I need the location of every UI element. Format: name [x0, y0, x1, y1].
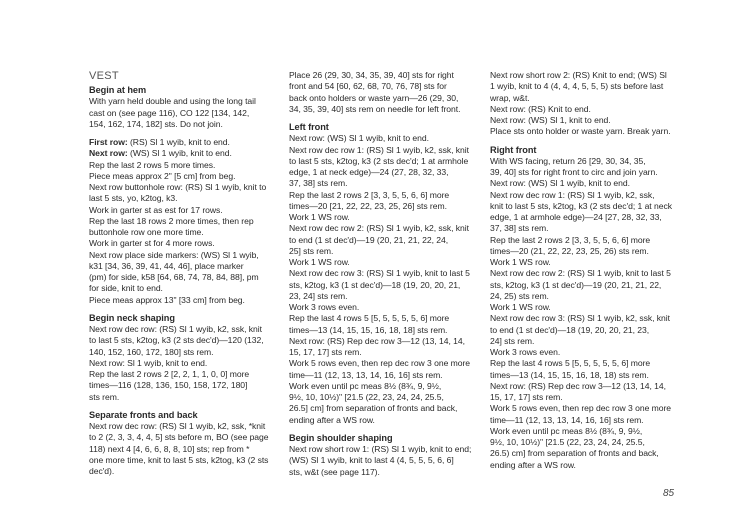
text-line: Work even until pc meas 8½ (8¾, 9, 9½,	[289, 380, 442, 391]
text-line: 26.5) cm] from separation of fronts and back,	[490, 448, 659, 459]
text-line: Rep the last 2 rows 2 [3, 3, 5, 5, 6, 6] more	[289, 189, 450, 200]
text-line: Next row place side markers: (WS) Sl 1 wyib,	[89, 249, 259, 260]
text-line: 37, 38] sts rem.	[289, 178, 348, 189]
text-line: time—11 (12, 13, 13, 14, 16, 16] sts rem.	[289, 369, 443, 380]
text-line: sts, k2tog, k3 (1 st dec'd)—19 (20, 21, 21, 22,	[490, 279, 662, 290]
text-line: 39, 40] sts for right front to circ and join yarn.	[490, 167, 658, 177]
heading-begin-at-hem: Begin at hem	[89, 85, 147, 95]
text-line: Work 3 rows even.	[289, 302, 360, 312]
text-line: 26.5] cm] from separation of fronts and back,	[289, 403, 458, 414]
text-line: cast on (see page 116), CO 122 [134, 142,	[89, 107, 250, 118]
heading-shoulder-shaping: Begin shoulder shaping	[289, 432, 393, 443]
text-line: 34, 35, 39, 40] sts rem on needle for left front.	[289, 103, 461, 114]
text-line: times—20 (21, 22, 22, 23, 25, 26) sts rem.	[490, 245, 649, 256]
text-line: Next row dec row: (RS) Sl 1 wyib, k2, ssk, knit	[89, 324, 262, 334]
text-line: 24] sts rem.	[490, 335, 535, 346]
short-row-paragraph	[490, 70, 676, 138]
text-line: to last 5 sts, k2tog, k3 (2 sts dec'd)—120 (132,	[89, 335, 264, 346]
text-line: 140, 152, 160, 172, 180] sts rem.	[89, 346, 214, 357]
text-line: dec'd).	[89, 466, 115, 476]
text-line: to last 5 sts, k2tog, k3 (2 sts dec'd; 1 at armhole	[289, 155, 469, 166]
text-line: time—11 (12, 13, 13, 14, 16, 16] sts rem.	[490, 414, 644, 425]
text-line: 15, 17, 17] sts rem.	[490, 392, 563, 402]
text-line: for side, knit to end.	[89, 283, 163, 294]
text-line: wrap, w&t.	[490, 92, 530, 103]
text-line: ending after a WS row.	[490, 459, 576, 470]
text-line: (WS) Sl 1 wyib, knit to last 4 (4, 5, 5, 5, 6, 6]	[289, 455, 454, 466]
text-line: Rep the last 4 rows 5 [5, 5, 5, 5, 5, 6] more	[490, 358, 651, 369]
text-line: Work 1 WS row.	[490, 302, 551, 312]
text-line: 9½, 10, 10½)" [21.5 (22, 23, 24, 24, 25.5,	[490, 437, 645, 447]
text-line: Place 26 (29, 30, 34, 35, 39, 40] sts for right	[289, 70, 454, 80]
text-line: Work 1 WS row.	[289, 212, 350, 222]
heading-left-front: Left front	[289, 122, 329, 132]
text-line: Next row: (RS) Rep dec row 3—12 (13, 14, 14,	[490, 380, 666, 391]
text-line: buttonhole row one more time.	[89, 227, 204, 237]
text-line: edge, 1 at neck edge)—24 (27, 28, 32, 33,	[289, 167, 449, 177]
text-line: Next row: Sl 1 wyib, knit to end.	[89, 357, 208, 368]
heading-neck-shaping: Begin neck shaping	[89, 312, 175, 323]
text-line: 118) next 4 [4, 6, 6, 8, 8, 10] sts; rep from *	[89, 443, 250, 454]
text-line: With yarn held double and using the long tail	[89, 96, 256, 107]
text-line: 15, 17, 17] sts rem.	[289, 347, 362, 357]
right-front-paragraph	[490, 156, 676, 471]
section-title: VEST	[89, 70, 119, 82]
text-line: last 5 sts, yo, k2tog, k3.	[89, 193, 178, 204]
text-line: front and 54 [60, 62, 68, 70, 76, 78] sts for	[289, 81, 447, 92]
text-line: Next row: (WS) Sl 1 wyib, knit to end.	[490, 178, 630, 189]
text-line: With WS facing, return 26 [29, 30, 34, 35,	[490, 155, 646, 166]
text-line: knit to last 5 sts, k2tog, k3 (2 sts dec'd; 1 at neck	[490, 200, 672, 211]
fronts-paragraph	[89, 421, 275, 477]
text-line: Work 5 rows even, then rep dec row 3 one more	[490, 403, 672, 414]
text-line: one more time, knit to last 5 sts, k2tog, k3 (2 sts	[89, 454, 269, 465]
text-line: Work in garter st as est for 17 rows.	[89, 204, 223, 215]
text-line: Next row: (WS) Sl 1, knit to end.	[490, 115, 611, 125]
text-line: Rep the last 2 rows 2 [2, 2, 1, 1, 0, 0] more	[89, 369, 250, 379]
page-number: 85	[663, 488, 675, 499]
text-line: times—13 (14, 15, 15, 16, 18, 18) sts rem.	[490, 369, 649, 380]
text-line: Work 1 WS row.	[289, 257, 350, 267]
text-line: Next row dec row: (RS) Sl 1 wyib, k2, ssk, *knit	[89, 421, 266, 431]
row-text: (RS) Sl 1 wyib, knit to end.	[130, 137, 230, 147]
text-line: ending after a WS row.	[289, 414, 375, 425]
text-line: sts, k2tog, k3 (1 st dec'd)—18 (19, 20, 20, 21,	[289, 279, 461, 290]
text-line: Next row: (RS) Rep dec row 3—12 (13, 14, 14,	[289, 335, 465, 346]
left-front-paragraph	[289, 133, 475, 426]
first-row-paragraph	[89, 137, 275, 306]
text-line: 37, 38] sts rem.	[490, 223, 549, 234]
text-line	[89, 148, 275, 159]
text-line: edge, 1 at armhole edge)—24 [27, 28, 32, 33,	[490, 212, 662, 222]
text-line: Next row: (RS) Knit to end.	[490, 103, 591, 114]
column-right	[490, 70, 676, 471]
row-label: Next row:	[89, 148, 128, 159]
row-label: First row:	[89, 137, 128, 147]
text-line: times—116 (128, 136, 150, 158, 172, 180]	[89, 380, 248, 391]
text-line: Next row short row 2: (RS) Knit to end; (WS) Sl	[490, 70, 667, 80]
text-line: Work 5 rows even, then rep dec row 3 one more	[289, 358, 471, 369]
text-line: Work 3 rows even.	[490, 347, 561, 357]
text-line	[89, 137, 275, 148]
heading-separate-fronts: Separate fronts and back	[89, 409, 198, 420]
text-line: Next row short row 1: (RS) Sl 1 wyib, knit to end;	[289, 444, 472, 454]
text-line: Next row dec row 3: (RS) Sl 1 wyib, knit to last 5	[289, 268, 470, 279]
text-line: Rep the last 2 rows 2 [3, 3, 5, 5, 6, 6] more	[490, 234, 651, 245]
text-line: to end (1 st dec'd)—18 (19, 20, 20, 21, 23,	[490, 324, 650, 335]
text-line: to end (1 st dec'd)—19 (20, 21, 21, 22, 24,	[289, 234, 449, 245]
text-line: Next row dec row 2: (RS) Sl 1 wyib, knit to last 5	[490, 268, 671, 279]
text-line: Next row dec row 1: (RS) Sl 1 wyib, k2, ssk,	[490, 189, 655, 200]
text-line: back onto holders or waste yarn—26 (29, 30,	[289, 92, 459, 103]
text-line: Place sts onto holder or waste yarn. Break yarn.	[490, 126, 671, 137]
text-line: 25] sts rem.	[289, 245, 334, 256]
text-line: 9½, 10, 10½)" [21.5 (22, 23, 24, 24, 25.5,	[289, 392, 444, 402]
text-line: Piece meas approx 2" [5 cm] from beg.	[89, 170, 236, 181]
text-line: times—13 (14, 15, 15, 16, 18, 18] sts rem.	[289, 324, 448, 335]
text-line: Work even until pc meas 8½ (8¾, 9, 9½,	[490, 425, 643, 436]
text-line: Next row: (WS) Sl 1 wyib, knit to end.	[289, 133, 429, 144]
text-line: 1 wyib, knit to 4 (4, 4, 4, 5, 5, 5) sts before last	[490, 81, 664, 92]
text-line: 23, 24] sts rem.	[289, 290, 348, 301]
column-left	[89, 70, 275, 477]
placement-paragraph	[289, 70, 475, 115]
text-line: Rep the last 4 rows 5 [5, 5, 5, 5, 5, 6] more	[289, 313, 450, 324]
text-line: (pm) for side, k58 [64, 68, 74, 78, 84, 88], pm	[89, 272, 259, 282]
text-line: times—20 [21, 22, 22, 23, 25, 26] sts rem.	[289, 200, 447, 211]
text-line: sts rem.	[89, 391, 120, 402]
text-line: Rep the last 2 rows 5 more times.	[89, 159, 216, 170]
text-line: to 2 (2, 3, 3, 4, 4, 5] sts before m, BO (see page	[89, 432, 269, 443]
text-line: Rep the last 18 rows 2 more times, then rep	[89, 215, 254, 226]
text-line: Next row dec row 2: (RS) Sl 1 wyib, k2, ssk, knit	[289, 223, 469, 234]
column-middle	[289, 70, 475, 478]
text-line: Next row buttonhole row: (RS) Sl 1 wyib, knit to	[89, 182, 267, 192]
hem-paragraph	[89, 96, 275, 130]
text-line: 154, 162, 174, 182] sts. Do not join.	[89, 118, 223, 129]
text-line: Piece meas approx 13" [33 cm] from beg.	[89, 294, 245, 305]
row-text: (WS) Sl 1 wyib, knit to end.	[127, 148, 232, 159]
text-line: k31 [34, 36, 39, 41, 44, 46], place marker	[89, 260, 244, 271]
text-line: Work in garter st for 4 more rows.	[89, 238, 215, 249]
heading-right-front: Right front	[490, 144, 537, 155]
text-line: sts, w&t (see page 117).	[289, 466, 380, 477]
text-line: Next row dec row 3: (RS) Sl 1 wyib, k2, ssk, knit	[490, 313, 670, 324]
text-line: Next row dec row 1: (RS) Sl 1 wyib, k2, ssk, knit	[289, 144, 469, 155]
shoulder-paragraph	[289, 444, 475, 478]
neck-paragraph	[89, 324, 275, 403]
text-line: Work 1 WS row.	[490, 257, 551, 267]
text-line: 24, 25) sts rem.	[490, 290, 549, 301]
